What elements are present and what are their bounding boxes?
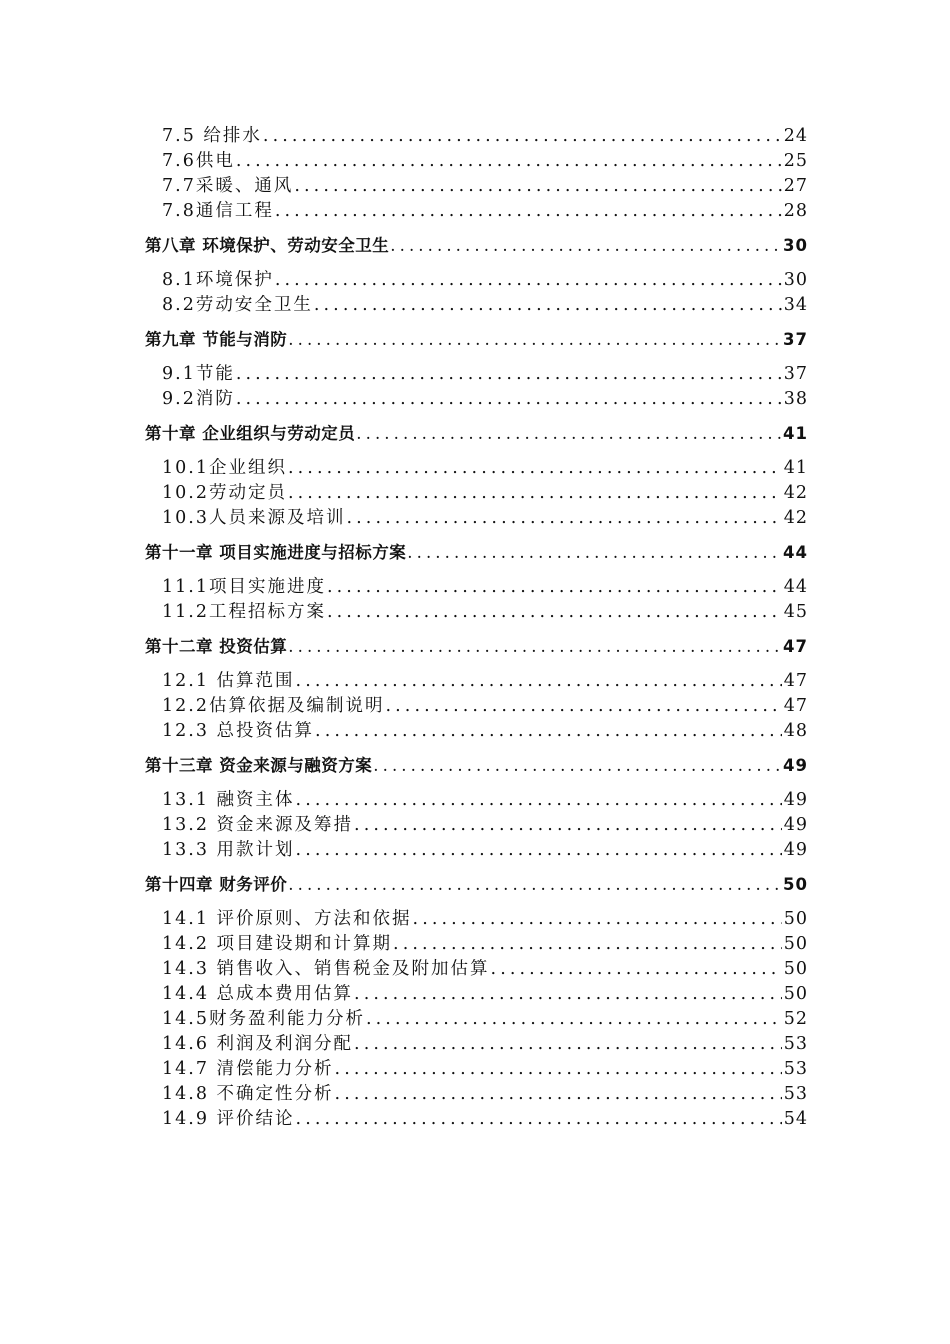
toc-entry-title: 7.6供电 xyxy=(162,151,235,171)
toc-chapter xyxy=(145,328,808,352)
toc-entry xyxy=(162,1032,808,1056)
toc-chapter-title: 第九章 节能与消防 xyxy=(145,330,288,349)
toc-entry xyxy=(162,1082,808,1106)
toc-entry-page: 37 xyxy=(783,364,808,384)
dot-leader xyxy=(392,932,782,956)
toc-entry-page: 50 xyxy=(783,934,808,954)
dot-leader xyxy=(293,174,781,198)
dot-leader xyxy=(372,754,781,778)
dot-leader xyxy=(287,635,781,659)
toc-entry-page: 49 xyxy=(783,840,808,860)
dot-leader xyxy=(406,541,781,565)
toc-entry-title: 8.1环境保护 xyxy=(162,270,274,290)
toc-entry-title: 10.3人员来源及培训 xyxy=(162,508,346,528)
dot-leader xyxy=(345,506,781,530)
toc-entry-title: 9.2消防 xyxy=(162,389,235,409)
toc-entry-page: 53 xyxy=(783,1034,808,1054)
dot-leader xyxy=(274,268,782,292)
toc-entry-page: 42 xyxy=(783,508,808,528)
toc-entry-page: 45 xyxy=(783,602,808,622)
toc-chapter xyxy=(145,635,808,659)
toc-entry-title: 14.1 评价原则、方法和依据 xyxy=(162,909,412,929)
toc-entry xyxy=(162,838,808,862)
dot-leader xyxy=(412,907,782,931)
toc-entry-title: 14.4 总成本费用估算 xyxy=(162,984,354,1004)
toc-entry-page: 41 xyxy=(783,458,808,478)
toc-entry xyxy=(162,199,808,223)
toc-entry-title: 12.2估算依据及编制说明 xyxy=(162,696,385,716)
toc-entry-title: 13.1 融资主体 xyxy=(162,790,295,810)
toc-chapter xyxy=(145,234,808,258)
toc-entry-title: 14.3 销售收入、销售税金及附加估算 xyxy=(162,959,490,979)
toc-entry-title: 14.2 项目建设期和计算期 xyxy=(162,934,393,954)
dot-leader xyxy=(326,575,782,599)
toc-entry-page: 44 xyxy=(783,577,808,597)
toc-entry-page: 42 xyxy=(783,483,808,503)
toc-entry-page: 50 xyxy=(783,984,808,1004)
dot-leader xyxy=(295,838,782,862)
toc-entry-title: 10.1企业组织 xyxy=(162,458,287,478)
toc-entry xyxy=(162,456,808,480)
toc-entry xyxy=(162,669,808,693)
toc-entry-page: 49 xyxy=(783,790,808,810)
toc-chapter xyxy=(145,541,808,565)
dot-leader xyxy=(353,813,782,837)
toc-chapter xyxy=(145,873,808,897)
toc-entry-page: 24 xyxy=(783,126,808,146)
toc-entry-page: 30 xyxy=(783,270,808,290)
toc-entry-page: 50 xyxy=(783,959,808,979)
dot-leader xyxy=(355,422,781,446)
toc-entry-title: 12.3 总投资估算 xyxy=(162,721,315,741)
toc-entry-title: 7.7采暖、通风 xyxy=(162,176,294,196)
toc-entry xyxy=(162,362,808,386)
toc-entry-page: 27 xyxy=(783,176,808,196)
toc-chapter-title: 第十二章 投资估算 xyxy=(145,637,288,656)
toc-chapter-title: 第十四章 财务评价 xyxy=(145,875,288,894)
toc-entry xyxy=(162,982,808,1006)
toc-entry xyxy=(162,788,808,812)
toc-chapter-page: 50 xyxy=(783,875,808,894)
dot-leader xyxy=(262,124,782,148)
toc-entry-title: 14.8 不确定性分析 xyxy=(162,1084,334,1104)
dot-leader xyxy=(287,873,781,897)
toc-entry-title: 13.2 资金来源及筹措 xyxy=(162,815,354,835)
toc-entry-title: 13.3 用款计划 xyxy=(162,840,295,860)
toc-entry xyxy=(162,957,808,981)
dot-leader xyxy=(235,387,782,411)
dot-leader xyxy=(365,1007,782,1031)
dot-leader xyxy=(326,600,782,624)
toc-chapter-page: 47 xyxy=(783,637,808,656)
toc-chapter xyxy=(145,422,808,446)
toc-entry xyxy=(162,907,808,931)
dot-leader xyxy=(295,669,782,693)
toc-entry-page: 47 xyxy=(783,671,808,691)
toc-entry-title: 14.9 评价结论 xyxy=(162,1109,295,1129)
toc-chapter xyxy=(145,754,808,778)
toc-chapter-page: 44 xyxy=(783,543,808,562)
dot-leader xyxy=(314,719,782,743)
toc-entry-page: 53 xyxy=(783,1059,808,1079)
toc-entry-title: 14.6 利润及利润分配 xyxy=(162,1034,354,1054)
toc-entry xyxy=(162,813,808,837)
toc-entry-title: 11.2工程招标方案 xyxy=(162,602,326,622)
toc-entry xyxy=(162,694,808,718)
toc-entry-page: 48 xyxy=(783,721,808,741)
toc-chapter-page: 49 xyxy=(783,756,808,775)
toc-entry xyxy=(162,600,808,624)
toc-entry-title: 7.5 给排水 xyxy=(162,126,262,146)
dot-leader xyxy=(490,957,782,981)
dot-leader xyxy=(334,1057,782,1081)
toc-entry-title: 12.1 估算范围 xyxy=(162,671,295,691)
dot-leader xyxy=(287,481,782,505)
toc-chapter-page: 41 xyxy=(783,424,808,443)
toc-entry xyxy=(162,149,808,173)
toc-entry xyxy=(162,506,808,530)
toc-entry-title: 8.2劳动安全卫生 xyxy=(162,295,313,315)
toc-entry-title: 7.8通信工程 xyxy=(162,201,274,221)
dot-leader xyxy=(295,1107,782,1131)
toc-entry xyxy=(162,932,808,956)
dot-leader xyxy=(353,1032,782,1056)
toc-entry-page: 49 xyxy=(783,815,808,835)
toc-entry xyxy=(162,1007,808,1031)
toc-entry xyxy=(162,174,808,198)
toc-entry xyxy=(162,575,808,599)
toc-entry-page: 54 xyxy=(783,1109,808,1129)
dot-leader xyxy=(287,328,781,352)
dot-leader xyxy=(235,149,782,173)
dot-leader xyxy=(353,982,782,1006)
toc-chapter-title: 第十三章 资金来源与融资方案 xyxy=(145,756,373,775)
toc-chapter-title: 第八章 环境保护、劳动安全卫生 xyxy=(145,236,390,255)
toc-chapter-title: 第十一章 项目实施进度与招标方案 xyxy=(145,543,407,562)
toc-entry-page: 52 xyxy=(783,1009,808,1029)
dot-leader xyxy=(274,199,782,223)
toc-entry-title: 11.1项目实施进度 xyxy=(162,577,326,597)
toc-entry xyxy=(162,387,808,411)
toc-entry-title: 14.5财务盈利能力分析 xyxy=(162,1009,365,1029)
toc-entry-page: 53 xyxy=(783,1084,808,1104)
toc-entry-page: 50 xyxy=(783,909,808,929)
toc-entry-page: 34 xyxy=(783,295,808,315)
toc-chapter-page: 30 xyxy=(783,236,808,255)
toc-entry xyxy=(162,481,808,505)
toc-entry-page: 47 xyxy=(783,696,808,716)
dot-leader xyxy=(235,362,782,386)
toc-chapter-title: 第十章 企业组织与劳动定员 xyxy=(145,424,356,443)
dot-leader xyxy=(384,694,781,718)
toc-entry-title: 14.7 清偿能力分析 xyxy=(162,1059,334,1079)
toc-entry-page: 28 xyxy=(783,201,808,221)
toc-entry xyxy=(162,293,808,317)
toc-entry-page: 25 xyxy=(783,151,808,171)
dot-leader xyxy=(389,234,781,258)
toc-entry xyxy=(162,268,808,292)
toc-entry-page: 38 xyxy=(783,389,808,409)
toc-entry xyxy=(162,719,808,743)
dot-leader xyxy=(334,1082,782,1106)
dot-leader xyxy=(287,456,782,480)
toc-entry-title: 9.1节能 xyxy=(162,364,235,384)
toc-entry xyxy=(162,1107,808,1131)
dot-leader xyxy=(313,293,782,317)
dot-leader xyxy=(295,788,782,812)
toc-chapter-page: 37 xyxy=(783,330,808,349)
toc-entry xyxy=(162,124,808,148)
toc-entry xyxy=(162,1057,808,1081)
toc-entry-title: 10.2劳动定员 xyxy=(162,483,287,503)
